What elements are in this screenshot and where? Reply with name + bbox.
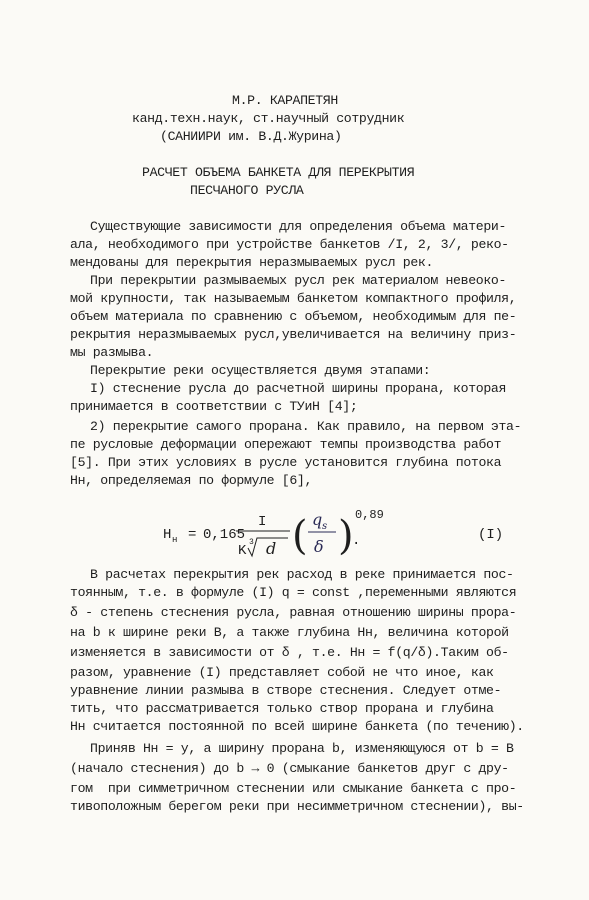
formula-lhs: H — [163, 527, 172, 543]
body-line: объем материала по сравнению с объемом, необходимым для пе- — [70, 309, 517, 324]
body-line: мой крупности, так называемым банкетом компактного профиля, — [70, 291, 517, 306]
body-line: рекрытия неразмываемых русл,увеличивается на величину приз- — [70, 327, 517, 342]
body-line: (начало стеснения) до b → 0 (смыкание банкетов друг с дру- — [70, 761, 509, 776]
body-line: тить, что рассматривается только створ прорана и глубина — [70, 701, 494, 716]
paren-open: ( — [292, 513, 308, 559]
body-line: принимается в соответствии с ТУиН [4]; — [70, 399, 358, 414]
body-line: мы размыва. — [70, 345, 154, 360]
body-line: Существующие зависимости для определения объема матери- — [90, 219, 507, 234]
body-line: Перекрытие реки осуществляется двумя этапами: — [90, 363, 431, 378]
formula-root-index: 3 — [249, 538, 254, 547]
body-line: уравнение линии размыва в створе стеснения. Следует отме- — [70, 683, 502, 698]
body-line: При перекрытии размываемых русл рек материалом невеоко- — [90, 273, 507, 288]
body-line: пе русловые деформации опережают темпы производства работ — [70, 437, 502, 452]
body-line: изменяется в зависимости от δ , т.е. Hн = f(q/δ).Таким об- — [70, 645, 509, 660]
author-name: М.Р. КАРАПЕТЯН — [232, 93, 338, 108]
formula-equals: = — [188, 527, 197, 543]
formula-period: . — [352, 533, 361, 549]
formula-q: q — [312, 510, 323, 529]
formula-q-sub: s — [322, 521, 328, 532]
body-line: δ - степень стеснения русла, равная отношению ширины прора- — [70, 605, 517, 620]
body-line: В расчетах перекрытия рек расход в реке принимается пос- — [90, 567, 514, 582]
body-line: тоянным, т.е. в формуле (I) q = const ,переменными являются — [70, 585, 517, 600]
body-line: гом при симметричном стеснении или смыкание банкета с про- — [70, 781, 517, 796]
body-line: 2) перекрытие самого прорана. Как правило, на первом эта- — [90, 419, 522, 434]
formula-root-arg: d — [266, 539, 277, 558]
formula-delta: δ — [314, 537, 324, 556]
formula-exponent: 0,89 — [355, 508, 384, 522]
formula-lhs-sub: н — [172, 535, 178, 545]
body-line: Приняв Hн = y, а ширину прорана b, изменяющуюся от b = B — [90, 741, 514, 756]
body-line: мендованы для перекрытия неразмываемых русл рек. — [70, 255, 434, 270]
body-line: [5]. При этих условиях в русле установится глубина потока — [70, 455, 502, 470]
formula-coefficient: 0,165 — [203, 527, 246, 543]
author-institute: (САНИИРИ им. В.Д.Журина) — [160, 129, 342, 144]
body-line: I) стеснение русла до расчетной ширины прорана, которая — [90, 381, 507, 396]
body-line: тивоположным берегом реки при несимметричном стеснении), вы- — [70, 799, 524, 814]
paper-title-line1: РАСЧЕТ ОБЪЕМА БАНКЕТА ДЛЯ ПЕРЕКРЫТИЯ — [142, 165, 415, 180]
formula-k: K — [238, 543, 247, 559]
paper-title-line2: ПЕСЧАНОГО РУСЛА — [190, 183, 304, 198]
formula-numerator: I — [258, 514, 267, 530]
formula-number: (I) — [478, 527, 504, 543]
root-sign — [248, 538, 288, 556]
body-line: Hн считается постоянной по всей ширине банкета (по течению). — [70, 719, 524, 734]
body-line: Hн, определяемая по формуле [6], — [70, 473, 313, 488]
paren-close: ) — [338, 513, 354, 559]
body-line: разом, уравнение (I) представляет собой не что иное, как — [70, 665, 494, 680]
body-line: ала, необходимого при устройстве банкетов /I, 2, 3/, реко- — [70, 237, 509, 252]
author-position: канд.техн.наук, ст.научный сотрудник — [132, 111, 405, 126]
body-line: на b к ширине реки B, а также глубина Hн, величина которой — [70, 625, 509, 640]
